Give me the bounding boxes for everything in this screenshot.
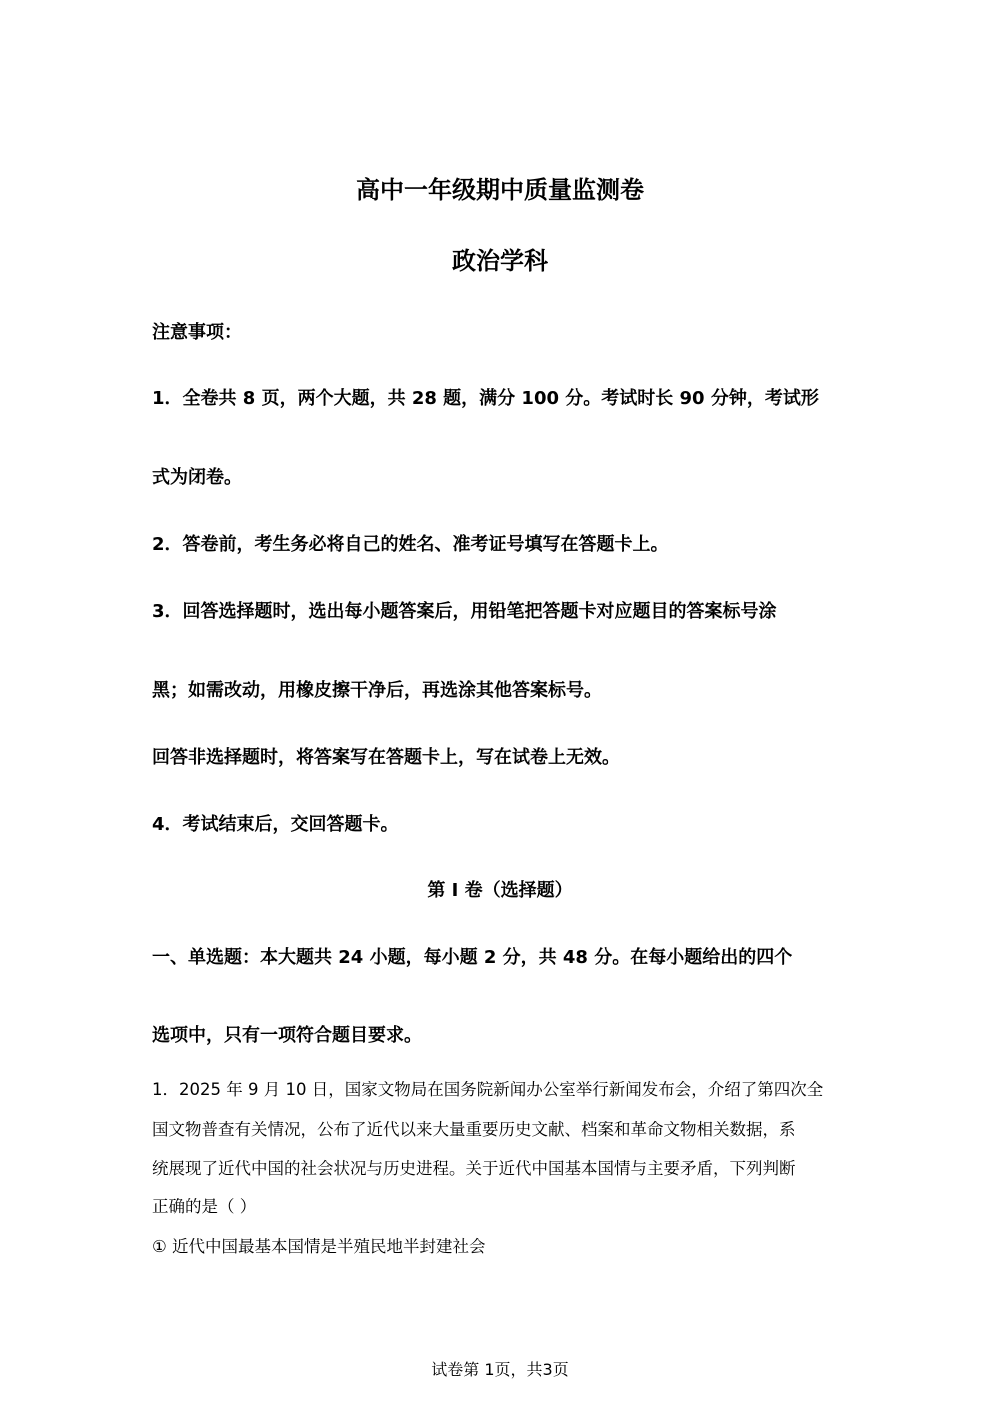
notice-item-1-line-2: 式为闭卷。	[152, 467, 242, 488]
notice-item-1-line-1: 1．全卷共 8 页，两个大题，共 28 题，满分 100 分。考试时长 90 分钟，考试形	[152, 388, 819, 409]
notice-item-3-line-3: 回答非选择题时，将答案写在答题卡上，写在试卷上无效。	[152, 747, 620, 768]
page-footer: 试卷第 1页，共3页	[431, 1360, 569, 1379]
section-1-instruction-line-1: 一、单选题：本大题共 24 小题，每小题 2 分，共 48 分。在每小题给出的四个	[152, 947, 793, 968]
notice-item-2: 2．答卷前，考生务必将自己的姓名、准考证号填写在答题卡上。	[152, 534, 669, 555]
notice-item-3-line-1: 3．回答选择题时，选出每小题答案后，用铅笔把答题卡对应题目的答案标号涂	[152, 601, 777, 622]
question-1-line-3: 统展现了近代中国的社会状况与历史进程。关于近代中国基本国情与主要矛盾，下列判断	[152, 1159, 796, 1178]
section-1-instruction-line-2: 选项中，只有一项符合题目要求。	[152, 1025, 422, 1046]
question-1-line-1: 1．2025 年 9 月 10 日，国家文物局在国务院新闻办公室举行新闻发布会，介绍了第四次全	[152, 1080, 824, 1099]
notice-item-4: 4．考试结束后，交回答题卡。	[152, 814, 399, 835]
question-1-line-4: 正确的是（ ）	[152, 1197, 257, 1216]
subject-title: 政治学科	[452, 247, 548, 275]
part-1-heading: 第 I 卷（选择题）	[427, 880, 573, 901]
notice-item-3-line-2: 黑；如需改动，用橡皮擦干净后，再选涂其他答案标号。	[152, 680, 602, 701]
notice-heading: 注意事项：	[152, 322, 242, 343]
exam-title: 高中一年级期中质量监测卷	[356, 176, 644, 204]
question-1-option-1: ① 近代中国最基本国情是半殖民地半封建社会	[152, 1237, 486, 1256]
question-1-line-2: 国文物普查有关情况，公布了近代以来大量重要历史文献、档案和革命文物相关数据，系	[152, 1120, 796, 1139]
